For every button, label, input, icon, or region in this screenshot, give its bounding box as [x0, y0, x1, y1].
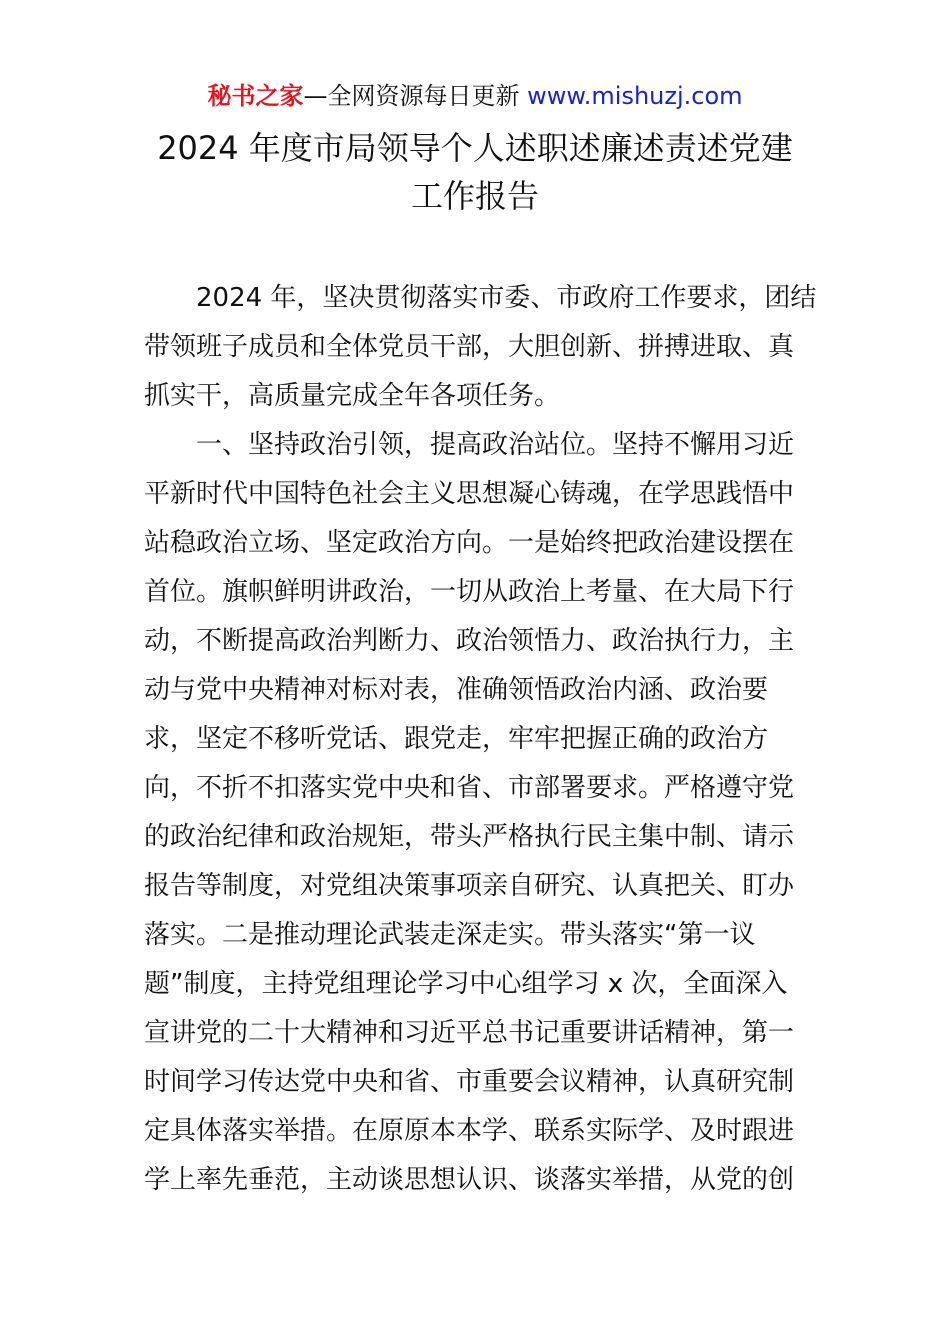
body-line: 落实。二是推动理论武装走深走实。带头落实“第一议	[144, 920, 756, 950]
body-line: 报告等制度，对党组决策事项亲自研究、认真把关、盯办	[144, 871, 795, 901]
body-line: 平新时代中国特色社会主义思想凝心铸魂，在学思践悟中	[144, 479, 795, 509]
body-line: 题”制度，主持党组理论学习中心组学习 x 次，全面深入	[144, 969, 788, 999]
body-line: 动与党中央精神对标对表，准确领悟政治内涵、政治要	[144, 675, 769, 705]
site-header	[0, 78, 950, 114]
brand-name: 秘书之家	[207, 82, 304, 110]
title-line-2: 工作报告	[410, 177, 539, 215]
document-body	[144, 274, 817, 1205]
body-line: 定具体落实举措。在原原本本学、联系实际学、及时跟进	[144, 1116, 795, 1146]
body-line: 宣讲党的二十大精神和习近平总书记重要讲话精神，第一	[144, 1018, 795, 1048]
body-line: 抓实干，高质量完成全年各项任务。	[144, 381, 561, 411]
body-line: 站稳政治立场、坚定政治方向。一是始终把政治建设摆在	[144, 528, 795, 558]
body-line: 带领班子成员和全体党员干部，大胆创新、拼搏进取、真	[144, 332, 795, 362]
body-line: 的政治纪律和政治规矩，带头严格执行民主集中制、请示	[144, 822, 795, 852]
body-line: 动，不断提高政治判断力、政治领悟力、政治执行力，主	[144, 626, 795, 656]
header-slogan: —全网资源每日更新	[303, 82, 528, 110]
body-line: 首位。旗帜鲜明讲政治，一切从政治上考量、在大局下行	[144, 577, 795, 607]
body-line: 2024 年，坚决贯彻落实市委、市政府工作要求，团结	[196, 283, 817, 313]
title-line-1: 2024 年度市局领导个人述职述廉述责述党建	[157, 129, 793, 167]
body-line: 时间学习传达党中央和省、市重要会议精神，认真研究制	[144, 1067, 795, 1097]
body-line: 一、坚持政治引领，提高政治站位。坚持不懈用习近	[196, 430, 795, 460]
body-line: 向，不折不扣落实党中央和省、市部署要求。严格遵守党	[144, 773, 795, 803]
document-title	[100, 124, 850, 220]
body-line: 学上率先垂范，主动谈思想认识、谈落实举措，从党的创	[144, 1165, 795, 1195]
site-url[interactable]: www.mishuzj.com	[527, 82, 743, 110]
body-line: 求，坚定不移听党话、跟党走，牢牢把握正确的政治方	[144, 724, 769, 754]
